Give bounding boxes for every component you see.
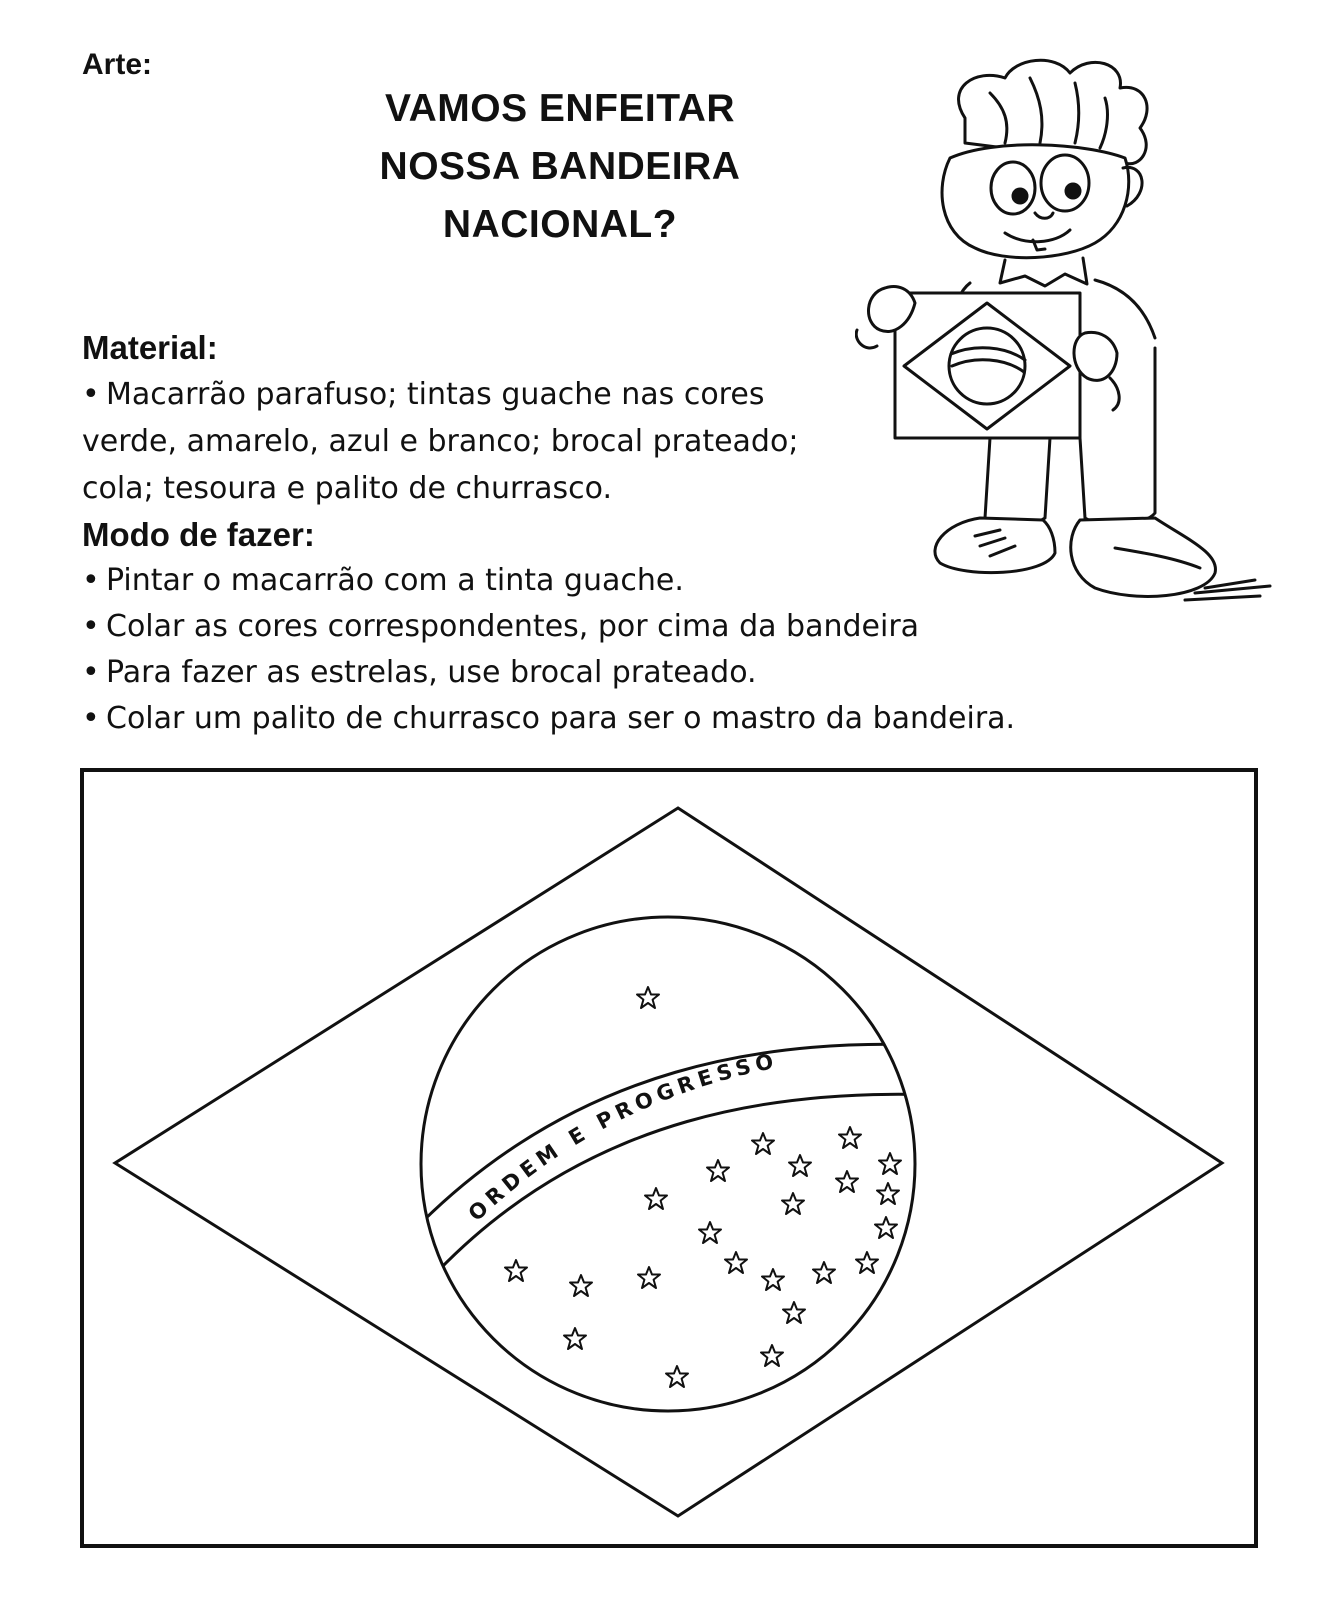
- bullet-icon: •: [82, 609, 100, 644]
- page-title: [290, 80, 830, 254]
- bullet-icon: •: [82, 655, 100, 690]
- method-heading: Modo de fazer:: [82, 516, 315, 553]
- bullet-icon: •: [82, 701, 100, 736]
- method-steps: [82, 558, 1142, 742]
- list-item: • Para fazer as estrelas, use brocal prateado.: [82, 650, 1142, 696]
- bullet-icon: •: [82, 563, 100, 598]
- title-line-3: NACIONAL?: [442, 203, 678, 246]
- title-line-2: NOSSA BANDEIRA: [379, 145, 741, 188]
- brazil-flag-outline: [78, 766, 1268, 1556]
- bullet-icon: •: [82, 377, 100, 412]
- material-text: [82, 371, 862, 512]
- list-item: • Pintar o macarrão com a tinta guache.: [82, 558, 1142, 604]
- list-item: • Colar um palito de churrasco para ser o mastro da bandeira.: [82, 696, 1142, 742]
- material-list: Macarrão parafuso; tintas guache nas cores verde, amarelo, azul e branco; brocal prateado; cola; tesoura e palito de churrasco.: [82, 377, 799, 506]
- list-item: • Colar as cores correspondentes, por cima da bandeira: [82, 604, 1142, 650]
- flag-motto: ORDEM E PROGRESSO: [463, 1048, 781, 1226]
- material-heading: Material:: [82, 329, 218, 366]
- title-line-1: VAMOS ENFEITAR: [384, 87, 736, 130]
- flag-globe: [421, 917, 915, 1411]
- subject-label: Arte:: [82, 48, 153, 81]
- instructions: [82, 325, 1142, 742]
